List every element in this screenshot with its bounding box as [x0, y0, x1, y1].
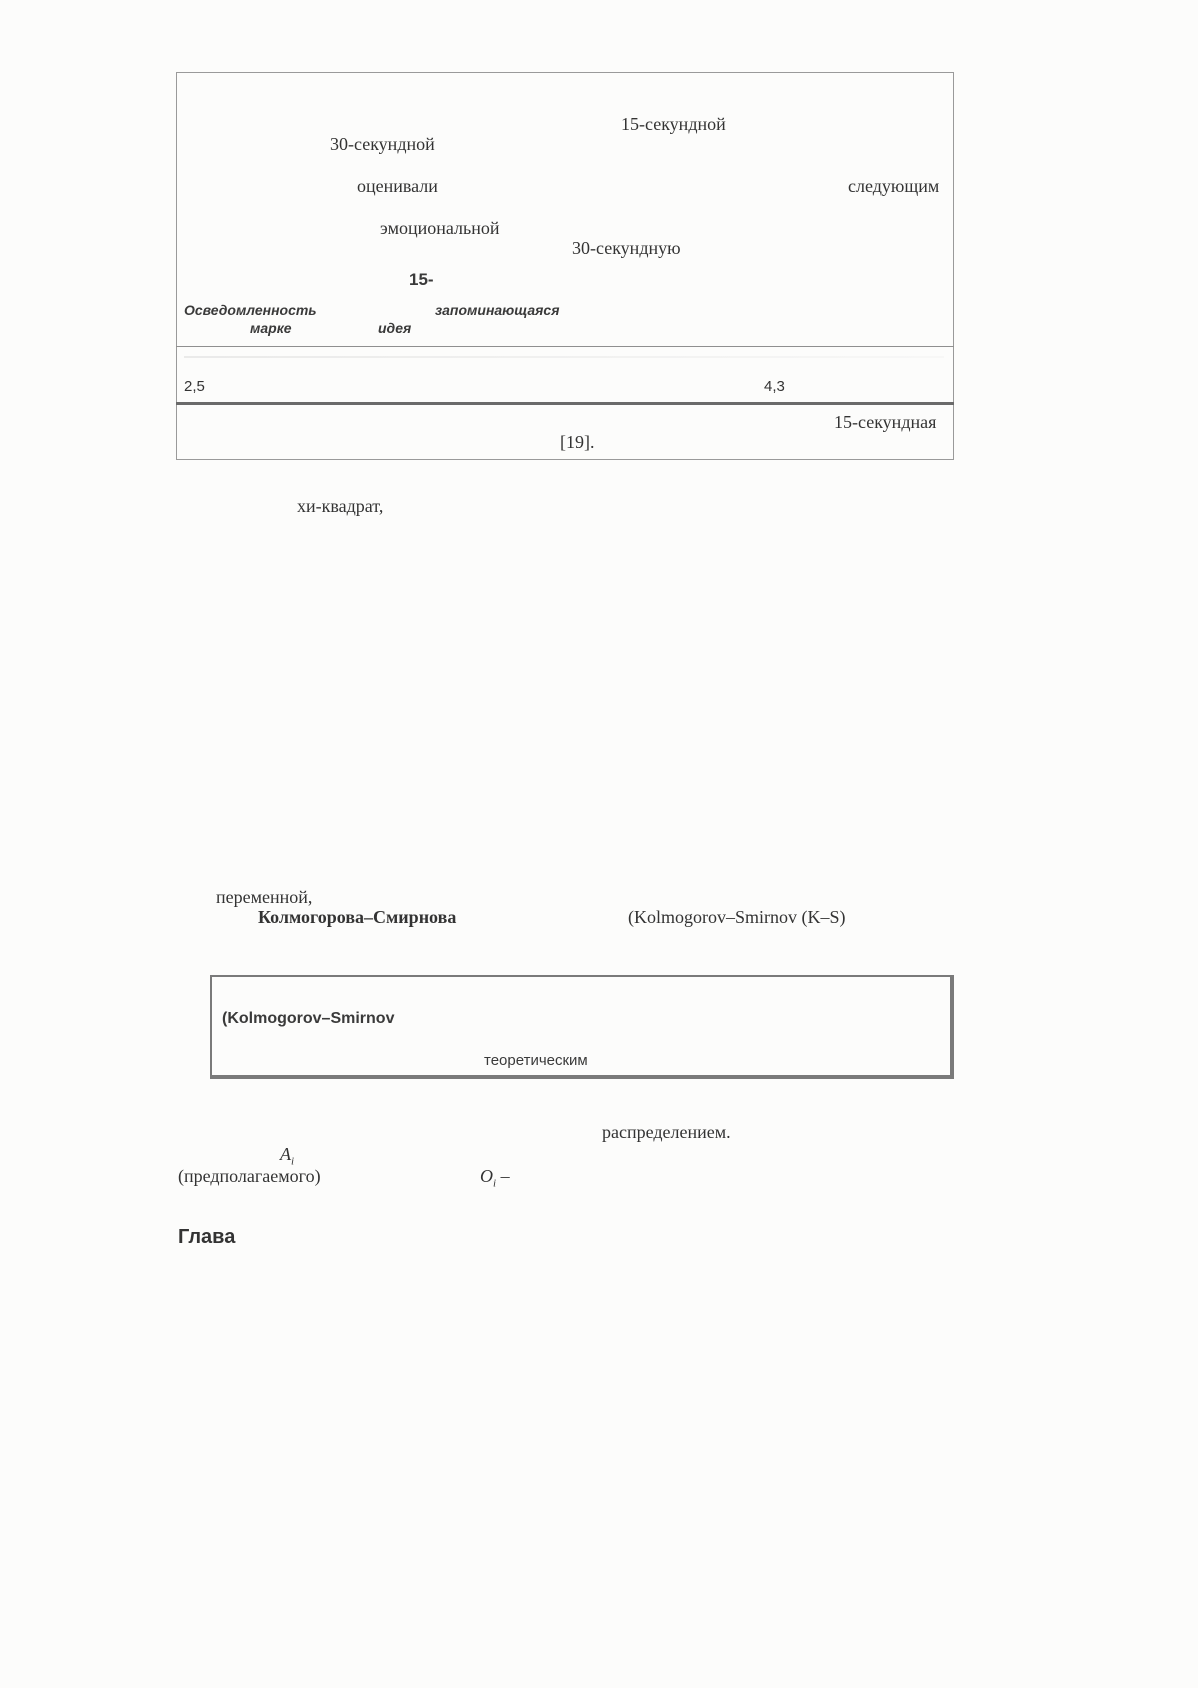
term-kolmogorov-smirnov-ks: (Kolmogorov–Smirnov (K–S) [628, 907, 846, 927]
header-zapominayushchayasya: запоминающаяся [435, 302, 560, 318]
word-khi-kvadrat: хи-квадрат, [297, 496, 384, 516]
word-raspredeleniem: распределением. [602, 1122, 731, 1142]
word-peremennoy: переменной, [216, 887, 313, 907]
header-marke: марке [250, 320, 292, 336]
faint-row-line [184, 356, 944, 358]
value-4-3: 4,3 [764, 378, 785, 395]
word-predpolagaemogo: (предполагаемого) [178, 1166, 321, 1186]
word-15-sekundnoy: 15-секундной [621, 114, 726, 134]
chapter-label: Глава [178, 1226, 236, 1248]
word-15-sekundnaya: 15-секундная [834, 412, 937, 432]
symbol-A-i: $A_i$ [280, 1144, 295, 1168]
word-30-sekundnuyu: 30-секундную [572, 238, 681, 258]
symbol-O-i: $O_i$ – [480, 1166, 510, 1190]
definition-term: (Kolmogorov–Smirnov [222, 1010, 395, 1027]
header-ideya: идея [378, 320, 412, 336]
word-sleduyushchim: следующим [848, 176, 940, 196]
table-rule-top [176, 346, 954, 347]
reference-19: [19]. [560, 432, 595, 452]
table-rule-bottom [176, 402, 954, 405]
word-15: 15- [409, 270, 434, 289]
word-teoreticheskim: теоретическим [484, 1052, 588, 1069]
value-2-5: 2,5 [184, 378, 205, 395]
word-emotsionalnoy: эмоциональной [380, 218, 500, 238]
header-osvedomlennost: Осведомленность [184, 302, 317, 318]
term-kolmogorova-smirnova: Колмогорова–Смирнова [258, 907, 457, 927]
word-30-sekundnoy: 30-секундной [330, 134, 435, 154]
word-otsenivali: оценивали [357, 176, 438, 196]
